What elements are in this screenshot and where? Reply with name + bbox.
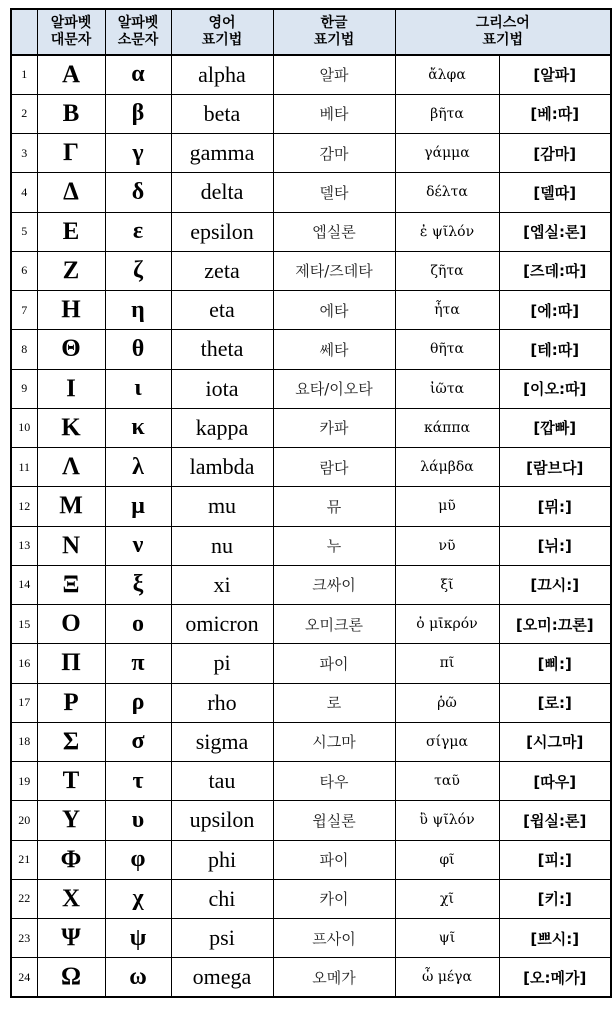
greek-name: πῖ: [395, 644, 499, 683]
uppercase-letter: Σ: [37, 722, 105, 761]
english-name: rho: [171, 683, 273, 722]
korean-name: 에타: [273, 291, 395, 330]
header-greek: [395, 9, 611, 55]
table-row: [11, 369, 611, 408]
header-english-line1: 영어: [208, 15, 236, 31]
korean-name: 파이: [273, 644, 395, 683]
korean-name: 제타/즈데타: [273, 251, 395, 290]
header-lowercase-line2: 소문자: [117, 32, 159, 48]
row-number: 11: [11, 448, 37, 487]
uppercase-letter: Ι: [37, 369, 105, 408]
lowercase-letter: χ: [105, 879, 171, 918]
header-korean-line2: 표기법: [313, 32, 355, 48]
lowercase-letter: β: [105, 94, 171, 133]
greek-name: σίγμα: [395, 722, 499, 761]
lowercase-letter: λ: [105, 448, 171, 487]
row-number: 16: [11, 644, 37, 683]
greek-name: ζῆτα: [395, 251, 499, 290]
greek-pronunciation: [키:]: [499, 879, 611, 918]
uppercase-letter: Φ: [37, 840, 105, 879]
greek-name: ῥῶ: [395, 683, 499, 722]
english-name: zeta: [171, 251, 273, 290]
lowercase-letter: φ: [105, 840, 171, 879]
korean-name: 윕실론: [273, 801, 395, 840]
greek-pronunciation: [람브다]: [499, 448, 611, 487]
table-row: [11, 683, 611, 722]
greek-alphabet-table: [10, 8, 612, 998]
table-row: [11, 958, 611, 997]
greek-pronunciation: [끄시:]: [499, 565, 611, 604]
english-name: beta: [171, 94, 273, 133]
english-name: kappa: [171, 408, 273, 447]
table-row: [11, 487, 611, 526]
row-number: 7: [11, 291, 37, 330]
greek-name: νῦ: [395, 526, 499, 565]
greek-name: ταῦ: [395, 762, 499, 801]
greek-name: ὒ ψῖλόν: [395, 801, 499, 840]
table-row: [11, 408, 611, 447]
uppercase-letter: Ο: [37, 605, 105, 644]
korean-name: 프사이: [273, 919, 395, 958]
english-name: pi: [171, 644, 273, 683]
header-english: [171, 9, 273, 55]
uppercase-letter: Ξ: [37, 565, 105, 604]
english-name: alpha: [171, 55, 273, 94]
row-number: 3: [11, 134, 37, 173]
korean-name: 카파: [273, 408, 395, 447]
lowercase-letter: π: [105, 644, 171, 683]
lowercase-letter: ι: [105, 369, 171, 408]
row-number: 4: [11, 173, 37, 212]
uppercase-letter: Ν: [37, 526, 105, 565]
row-number: 19: [11, 762, 37, 801]
lowercase-letter: ρ: [105, 683, 171, 722]
uppercase-letter: Μ: [37, 487, 105, 526]
korean-name: 로: [273, 683, 395, 722]
greek-name: ψῖ: [395, 919, 499, 958]
lowercase-letter: ε: [105, 212, 171, 251]
greek-pronunciation: [삐:]: [499, 644, 611, 683]
row-number: 13: [11, 526, 37, 565]
row-number: 15: [11, 605, 37, 644]
greek-pronunciation: [오:메가]: [499, 958, 611, 997]
lowercase-letter: ο: [105, 605, 171, 644]
greek-name: χῖ: [395, 879, 499, 918]
header-uppercase-line1: 알파벳: [50, 15, 92, 31]
table-row: [11, 212, 611, 251]
english-name: theta: [171, 330, 273, 369]
uppercase-letter: Α: [37, 55, 105, 94]
table-row: [11, 644, 611, 683]
korean-name: 쎄타: [273, 330, 395, 369]
row-number: 22: [11, 879, 37, 918]
row-number: 21: [11, 840, 37, 879]
uppercase-letter: Π: [37, 644, 105, 683]
lowercase-letter: ξ: [105, 565, 171, 604]
korean-name: 크싸이: [273, 565, 395, 604]
korean-name: 오메가: [273, 958, 395, 997]
korean-name: 파이: [273, 840, 395, 879]
uppercase-letter: Ε: [37, 212, 105, 251]
english-name: iota: [171, 369, 273, 408]
table-row: [11, 94, 611, 133]
korean-name: 람다: [273, 448, 395, 487]
header-greek-line2: 표기법: [482, 32, 524, 48]
table-row: [11, 526, 611, 565]
table-row: [11, 762, 611, 801]
lowercase-letter: θ: [105, 330, 171, 369]
greek-pronunciation: [쁘시:]: [499, 919, 611, 958]
lowercase-letter: υ: [105, 801, 171, 840]
english-name: gamma: [171, 134, 273, 173]
row-number: 17: [11, 683, 37, 722]
table-row: [11, 840, 611, 879]
greek-name: ὀ μῑκρόν: [395, 605, 499, 644]
greek-pronunciation: [로:]: [499, 683, 611, 722]
greek-pronunciation: [알파]: [499, 55, 611, 94]
lowercase-letter: ζ: [105, 251, 171, 290]
greek-pronunciation: [뉘:]: [499, 526, 611, 565]
uppercase-letter: Ζ: [37, 251, 105, 290]
uppercase-letter: Δ: [37, 173, 105, 212]
lowercase-letter: ω: [105, 958, 171, 997]
table-row: [11, 251, 611, 290]
korean-name: 누: [273, 526, 395, 565]
uppercase-letter: Τ: [37, 762, 105, 801]
lowercase-letter: δ: [105, 173, 171, 212]
lowercase-letter: τ: [105, 762, 171, 801]
lowercase-letter: σ: [105, 722, 171, 761]
greek-name: ἐ ψῖλόν: [395, 212, 499, 251]
lowercase-letter: α: [105, 55, 171, 94]
table-row: [11, 330, 611, 369]
greek-name: ξῖ: [395, 565, 499, 604]
english-name: sigma: [171, 722, 273, 761]
korean-name: 감마: [273, 134, 395, 173]
greek-pronunciation: [오미:끄론]: [499, 605, 611, 644]
row-number: 5: [11, 212, 37, 251]
greek-pronunciation: [윕실:론]: [499, 801, 611, 840]
row-number: 9: [11, 369, 37, 408]
table-body: [11, 55, 611, 997]
greek-name: ἰῶτα: [395, 369, 499, 408]
table-row: [11, 291, 611, 330]
uppercase-letter: Χ: [37, 879, 105, 918]
uppercase-letter: Η: [37, 291, 105, 330]
greek-name: φῖ: [395, 840, 499, 879]
greek-pronunciation: [델따]: [499, 173, 611, 212]
korean-name: 뮤: [273, 487, 395, 526]
english-name: omicron: [171, 605, 273, 644]
lowercase-letter: ψ: [105, 919, 171, 958]
english-name: tau: [171, 762, 273, 801]
row-number: 8: [11, 330, 37, 369]
korean-name: 오미크론: [273, 605, 395, 644]
greek-name: δέλτα: [395, 173, 499, 212]
row-number: 1: [11, 55, 37, 94]
table-row: [11, 879, 611, 918]
header-num: [11, 9, 37, 55]
lowercase-letter: η: [105, 291, 171, 330]
header-lowercase-line1: 알파벳: [117, 15, 159, 31]
table-row: [11, 173, 611, 212]
greek-name: γάμμα: [395, 134, 499, 173]
korean-name: 시그마: [273, 722, 395, 761]
greek-pronunciation: [즈데:따]: [499, 251, 611, 290]
uppercase-letter: Θ: [37, 330, 105, 369]
english-name: psi: [171, 919, 273, 958]
row-number: 23: [11, 919, 37, 958]
table-row: [11, 919, 611, 958]
uppercase-letter: Β: [37, 94, 105, 133]
table-row: [11, 722, 611, 761]
korean-name: 델타: [273, 173, 395, 212]
english-name: epsilon: [171, 212, 273, 251]
greek-name: θῆτα: [395, 330, 499, 369]
uppercase-letter: Ψ: [37, 919, 105, 958]
header-greek-line1: 그리스어: [475, 15, 530, 31]
table-row: [11, 565, 611, 604]
greek-pronunciation: [테:따]: [499, 330, 611, 369]
greek-name: ἄλφα: [395, 55, 499, 94]
table-row: [11, 55, 611, 94]
lowercase-letter: γ: [105, 134, 171, 173]
greek-pronunciation: [이오:따]: [499, 369, 611, 408]
greek-pronunciation: [따우]: [499, 762, 611, 801]
row-number: 20: [11, 801, 37, 840]
greek-pronunciation: [엡실:론]: [499, 212, 611, 251]
english-name: eta: [171, 291, 273, 330]
uppercase-letter: Γ: [37, 134, 105, 173]
header-korean-line1: 한글: [320, 15, 348, 31]
uppercase-letter: Κ: [37, 408, 105, 447]
header-row: [11, 9, 611, 55]
english-name: chi: [171, 879, 273, 918]
table-row: [11, 134, 611, 173]
row-number: 12: [11, 487, 37, 526]
lowercase-letter: ν: [105, 526, 171, 565]
uppercase-letter: Ρ: [37, 683, 105, 722]
lowercase-letter: κ: [105, 408, 171, 447]
greek-name: μῦ: [395, 487, 499, 526]
uppercase-letter: Υ: [37, 801, 105, 840]
korean-name: 엡실론: [273, 212, 395, 251]
greek-pronunciation: [피:]: [499, 840, 611, 879]
english-name: lambda: [171, 448, 273, 487]
english-name: nu: [171, 526, 273, 565]
greek-name: ὦ μέγα: [395, 958, 499, 997]
row-number: 6: [11, 251, 37, 290]
greek-name: ἦτα: [395, 291, 499, 330]
greek-pronunciation: [에:따]: [499, 291, 611, 330]
english-name: phi: [171, 840, 273, 879]
header-korean: [273, 9, 395, 55]
header-lowercase: [105, 9, 171, 55]
korean-name: 요타/이오타: [273, 369, 395, 408]
english-name: omega: [171, 958, 273, 997]
greek-pronunciation: [뮈:]: [499, 487, 611, 526]
lowercase-letter: μ: [105, 487, 171, 526]
row-number: 18: [11, 722, 37, 761]
greek-pronunciation: [감마]: [499, 134, 611, 173]
row-number: 2: [11, 94, 37, 133]
header-uppercase: [37, 9, 105, 55]
english-name: mu: [171, 487, 273, 526]
english-name: upsilon: [171, 801, 273, 840]
korean-name: 타우: [273, 762, 395, 801]
table-row: [11, 448, 611, 487]
row-number: 10: [11, 408, 37, 447]
english-name: xi: [171, 565, 273, 604]
table-row: [11, 605, 611, 644]
english-name: delta: [171, 173, 273, 212]
uppercase-letter: Λ: [37, 448, 105, 487]
row-number: 24: [11, 958, 37, 997]
uppercase-letter: Ω: [37, 958, 105, 997]
greek-name: κάππα: [395, 408, 499, 447]
greek-pronunciation: [깝빠]: [499, 408, 611, 447]
korean-name: 알파: [273, 55, 395, 94]
table-row: [11, 801, 611, 840]
korean-name: 베타: [273, 94, 395, 133]
korean-name: 카이: [273, 879, 395, 918]
header-uppercase-line2: 대문자: [50, 32, 92, 48]
greek-pronunciation: [베:따]: [499, 94, 611, 133]
greek-pronunciation: [시그마]: [499, 722, 611, 761]
row-number: 14: [11, 565, 37, 604]
greek-name: βῆτα: [395, 94, 499, 133]
header-english-line2: 표기법: [201, 32, 243, 48]
greek-name: λάμβδα: [395, 448, 499, 487]
